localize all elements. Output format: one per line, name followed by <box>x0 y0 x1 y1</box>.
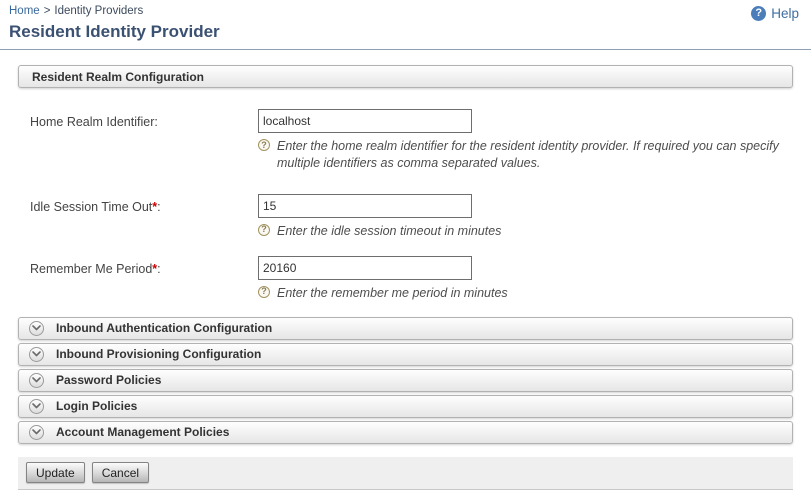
section-label: Account Management Policies <box>56 425 230 439</box>
remember-me-label: Remember Me Period*: <box>30 261 161 276</box>
section-login-policies[interactable] <box>18 395 793 418</box>
form-row-home-realm <box>18 109 793 172</box>
hint-question-icon: ? <box>258 286 270 298</box>
breadcrumb-home-link[interactable]: Home <box>9 5 40 17</box>
idle-session-label: Idle Session Time Out*: <box>30 199 161 214</box>
page-title: Resident Identity Provider <box>9 22 220 41</box>
home-realm-hint <box>258 138 790 172</box>
form-row-idle-session <box>18 194 793 240</box>
section-label: Inbound Provisioning Configuration <box>56 347 262 361</box>
home-realm-identifier-input[interactable] <box>258 109 472 133</box>
chevron-down-icon <box>29 399 44 414</box>
hint-text: Enter the home realm identifier for the resident identity provider. If required you can specify multiple identifiers as comma separated values. <box>277 139 779 170</box>
required-asterisk: * <box>152 261 158 276</box>
form-row-remember-me <box>18 256 793 302</box>
title-divider <box>0 49 811 50</box>
breadcrumb-current: Identity Providers <box>54 5 144 17</box>
idle-session-hint <box>258 223 790 240</box>
remember-me-period-input[interactable] <box>258 256 472 280</box>
breadcrumb-separator: > <box>43 5 51 17</box>
section-inbound-provisioning[interactable] <box>18 343 793 366</box>
update-button[interactable]: Update <box>26 462 85 483</box>
section-label: Inbound Authentication Configuration <box>56 321 273 335</box>
breadcrumb <box>9 5 801 17</box>
chevron-down-icon <box>29 373 44 388</box>
required-asterisk: * <box>152 199 158 214</box>
cancel-button[interactable]: Cancel <box>92 462 149 483</box>
help-link[interactable] <box>751 6 799 21</box>
chevron-down-icon <box>29 321 44 336</box>
section-label: Password Policies <box>56 373 162 387</box>
hint-question-icon: ? <box>258 224 270 236</box>
remember-me-hint <box>258 285 790 302</box>
chevron-down-icon <box>29 347 44 362</box>
help-icon: ? <box>751 6 766 21</box>
section-password-policies[interactable] <box>18 369 793 392</box>
help-label: Help <box>771 6 799 21</box>
top-bar <box>0 0 811 21</box>
action-button-bar <box>18 457 793 490</box>
section-account-management-policies[interactable] <box>18 421 793 444</box>
hint-text: Enter the idle session timeout in minutes <box>277 223 502 238</box>
collapsible-sections <box>0 317 811 444</box>
section-label: Login Policies <box>56 399 138 413</box>
section-inbound-authentication[interactable] <box>18 317 793 340</box>
idle-session-timeout-input[interactable] <box>258 194 472 218</box>
resident-realm-form <box>18 109 793 302</box>
chevron-down-icon <box>29 425 44 440</box>
hint-text: Enter the remember me period in minutes <box>277 285 508 300</box>
resident-realm-configuration-header: Resident Realm Configuration <box>18 65 793 88</box>
home-realm-label: Home Realm Identifier: <box>30 115 158 129</box>
hint-question-icon: ? <box>258 139 270 151</box>
